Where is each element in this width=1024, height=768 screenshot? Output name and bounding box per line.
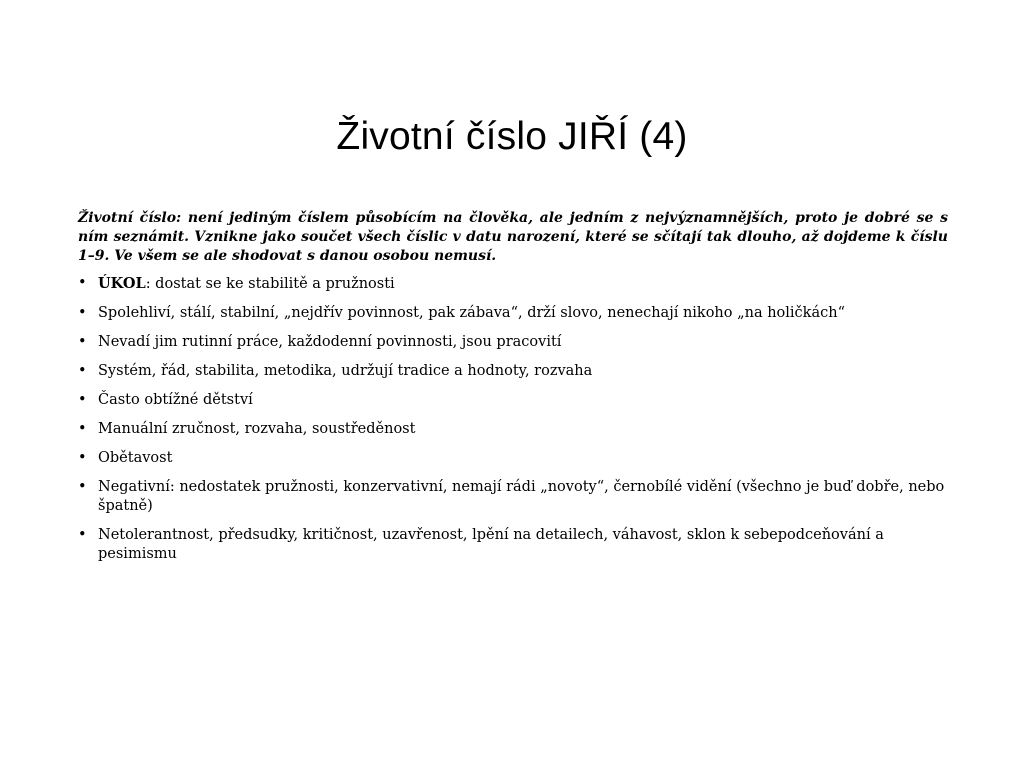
slide-title: Životní číslo JIŘÍ (4) [336, 115, 688, 158]
bullet-icon: • [78, 275, 87, 291]
bullet-text: Nevadí jim rutinní práce, každodenní povinnosti, jsou pracovití [98, 334, 562, 350]
bullet-item [78, 478, 950, 516]
bullet-icon: • [78, 421, 87, 437]
bullet-icon: • [78, 527, 87, 543]
bullet-item [78, 362, 950, 381]
bullet-text: Netolerantnost, předsudky, kritičnost, uzavřenost, lpění na detailech, váhavost, sklon k sebepodceňování a pesimismu [98, 527, 884, 562]
bullet-text: Systém, řád, stabilita, metodika, udržují tradice a hodnoty, rozvaha [98, 363, 593, 379]
bullet-icon: • [78, 479, 87, 495]
bullet-text: Často obtížné dětství [98, 392, 253, 408]
bullet-text: Negativní: nedostatek pružnosti, konzervativní, nemají rádi „novoty“, černobílé vidění (všechno je buď dobře, nebo špatně) [98, 479, 945, 514]
bullet-item [78, 391, 950, 410]
bullet-text: : dostat se ke stabilitě a pružnosti [145, 276, 395, 292]
bullet-text: Spolehliví, stálí, stabilní, „nejdřív povinnost, pak zábava“, drží slovo, nenechají nikoho „na holičkách“ [98, 305, 845, 321]
bullet-bold-label: ÚKOL [98, 275, 146, 292]
bullet-item [78, 526, 950, 564]
bullet-item-ukol [78, 274, 950, 294]
bullet-icon: • [78, 334, 87, 350]
bullet-icon: • [78, 363, 87, 379]
bullet-item [78, 449, 950, 468]
intro-paragraph: Životní číslo: není jediným číslem působícím na člověka, ale jedním z nejvýznamnějších, proto je dobré se s ním seznámit. Vznikne jako součet všech číslic v datu narození, které se sčítají tak dlouho, až dojdeme k číslu 1–9. Ve všem se ale shodovat s danou osobou nemusí. [78, 210, 948, 264]
bullet-text: Obětavost [98, 450, 173, 466]
bullet-item [78, 420, 950, 439]
bullet-icon: • [78, 450, 87, 466]
bullet-icon: • [78, 392, 87, 408]
bullet-item [78, 333, 950, 352]
bullet-icon: • [78, 305, 87, 321]
bullet-text: Manuální zručnost, rozvaha, soustředěnost [98, 421, 416, 437]
bullet-item [78, 304, 950, 323]
bullet-list [78, 274, 950, 574]
